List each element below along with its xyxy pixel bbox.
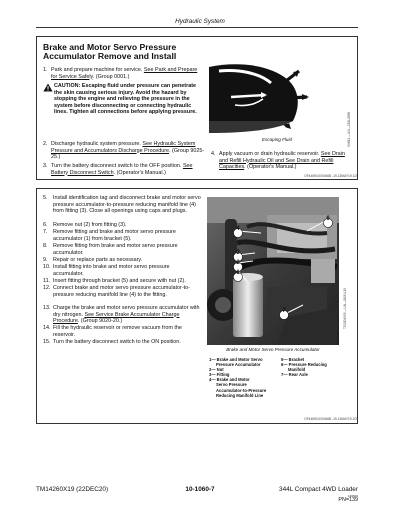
step-number: 2. bbox=[43, 141, 48, 147]
footer-page-number: PN=139 bbox=[338, 497, 358, 503]
step-text: Remove fitting from brake and motor servo pressure accumulator. bbox=[53, 243, 178, 256]
page-header-title: Hydraulic System bbox=[175, 18, 225, 25]
step-text: Remove nut (2) from fitting (3). bbox=[53, 222, 127, 228]
callout-2: 2 bbox=[233, 259, 243, 277]
step-14 bbox=[43, 325, 201, 338]
step-1 bbox=[43, 67, 201, 80]
step-text: Fill the hydraulic reservoir or remove vacuum from the reservoir. bbox=[53, 325, 182, 338]
step-number: 6. bbox=[43, 222, 48, 228]
step-9 bbox=[43, 257, 201, 264]
step-tail: . (Group 9020-20.) bbox=[77, 318, 123, 324]
header-rule bbox=[36, 27, 358, 28]
step-number: 14. bbox=[43, 325, 51, 331]
step-number: 8. bbox=[43, 243, 48, 249]
step-6 bbox=[43, 222, 201, 229]
step-15 bbox=[43, 339, 201, 346]
step-number: 7. bbox=[43, 229, 48, 235]
photo-ref: TX1304995 —UN—06JUL19 bbox=[343, 287, 347, 329]
step-text: Discharge hydraulic system pressure. bbox=[51, 141, 141, 147]
step-5 bbox=[43, 195, 201, 215]
park-prepare-link[interactable]: See Park and Prepare for Service Safely bbox=[51, 67, 198, 80]
battery-switch-link[interactable]: See Battery Disconnect Switch bbox=[51, 163, 193, 176]
footer-model: 344L Compact 4WD Loader bbox=[279, 486, 358, 493]
figure-ref: X9811 —UN—23AUG88 bbox=[347, 112, 351, 147]
section-title-line2: Accumulator Remove and Install bbox=[43, 51, 177, 61]
step-text: Remove fitting and brake and motor servo pressure accumulator (1) from bracket (5). bbox=[53, 229, 176, 242]
step-number: 5. bbox=[43, 195, 48, 201]
figure-caption: Escaping Fluid bbox=[261, 137, 293, 142]
step-12 bbox=[43, 285, 201, 298]
step-number: 9. bbox=[43, 257, 48, 263]
callout-7: 7 bbox=[279, 307, 289, 325]
step-4 bbox=[211, 151, 355, 171]
section-steps-continued bbox=[36, 188, 358, 424]
step-text: Repair or replace parts as necessary. bbox=[53, 257, 143, 263]
step-text: Insert fitting through bracket (5) and secure with nut (2). bbox=[53, 278, 186, 284]
step-number: 13. bbox=[43, 305, 51, 311]
callout-1: 1 bbox=[233, 269, 243, 287]
step-number: 12. bbox=[43, 285, 51, 291]
footer-date-small: 120620 bbox=[347, 494, 358, 498]
step-tail: . (Operator's Manual.) bbox=[113, 169, 166, 176]
escaping-fluid-illustration bbox=[209, 57, 339, 135]
step-text: Turn the battery disconnect switch to the ON position. bbox=[53, 339, 181, 345]
step-number: 15. bbox=[43, 339, 51, 345]
step-tail: . (Group 9025-25.) bbox=[51, 147, 205, 160]
photo-caption: Brake and Motor Servo Pressure Accumulator bbox=[226, 347, 320, 352]
callout-3: 3 bbox=[233, 249, 243, 267]
section-title-line1: Brake and Motor Servo Pressure bbox=[43, 42, 177, 52]
step-number: 4. bbox=[211, 151, 216, 157]
step-number: 1. bbox=[43, 67, 48, 73]
step-text: Turn the battery disconnect switch to the OFF position. bbox=[51, 163, 182, 169]
step-text: Install identification tag and disconnect brake and motor servo pressure accumulator-to-pressure reducing manifold line (4) from fitting (3). Close all openings using caps and plugs. bbox=[53, 195, 201, 214]
step-text: Park and prepare machine for service. bbox=[51, 67, 143, 73]
step-number: 3. bbox=[43, 163, 48, 169]
step-tail: . (Operator's Manual.) bbox=[244, 164, 297, 170]
step-text: Install fitting into brake and motor servo pressure accumulator. bbox=[53, 264, 170, 277]
step-10 bbox=[43, 264, 201, 277]
step-number: 11. bbox=[43, 278, 51, 284]
footer-page-code: 10-1060-7 bbox=[185, 486, 215, 493]
step-text: Connect brake and motor servo pressure accumulator-to-pressure reducing manifold line (4) to the fitting. bbox=[53, 285, 190, 298]
drain-refill-link[interactable]: See Drain and Refill Hydraulic Oil and See Drain and Refill Capacities bbox=[219, 151, 345, 170]
section-footer-ref: OF44690,000046B -19-13MAY19-1/2 bbox=[304, 174, 357, 178]
accumulator-charge-link[interactable]: See Service Brake Accumulator Charge Procedure bbox=[53, 311, 180, 324]
step-8 bbox=[43, 243, 201, 256]
callout-6: 6 bbox=[323, 215, 333, 233]
footer-doc-id: TM14260X19 (22DEC20) bbox=[36, 486, 109, 493]
step-11 bbox=[43, 278, 201, 285]
section-footer-ref: OF44690,000046B -19-13MAY19-2/2 bbox=[304, 417, 357, 421]
step-number: 10. bbox=[43, 264, 51, 270]
step-7 bbox=[43, 229, 201, 242]
step-13 bbox=[43, 305, 201, 325]
pressure-discharge-link[interactable]: See Hydraulic System Pressure and Accumulators Discharge Procedure bbox=[51, 141, 196, 154]
accumulator-photo bbox=[207, 197, 339, 345]
step-2 bbox=[43, 141, 205, 161]
step-text: Charge the brake and motor servo pressure accumulator with dry nitrogen. bbox=[53, 305, 200, 318]
section-remove-install bbox=[36, 36, 358, 180]
legend-right: 5— Bracket 6— Pressure Reducing Manifold 7— Rear Axle bbox=[281, 357, 327, 378]
caution-text: CAUTION: Escaping fluid under pressure can penetrate the skin causing serious injury. Avoid the hazard by stopping the engine and relieving the pressure in the system before disconnecting or connecting hydraulic lines. Tighten all connections before applying pressure. bbox=[54, 83, 197, 115]
caution-triangle-icon bbox=[43, 83, 53, 92]
step-tail: . (Group 0001.) bbox=[92, 73, 130, 80]
step-3 bbox=[43, 163, 208, 176]
step-text: Apply vacuum or drain hydraulic reservoir. bbox=[219, 151, 320, 157]
legend-left: 1— Brake and Motor Servo Pressure Accumulator 2— Nut 3— Fitting 4— Brake and Motor Servo Pressure Accumulator-to-Pressure Reducing Manifold Line bbox=[209, 357, 267, 398]
callout-4: 4 bbox=[233, 225, 243, 243]
